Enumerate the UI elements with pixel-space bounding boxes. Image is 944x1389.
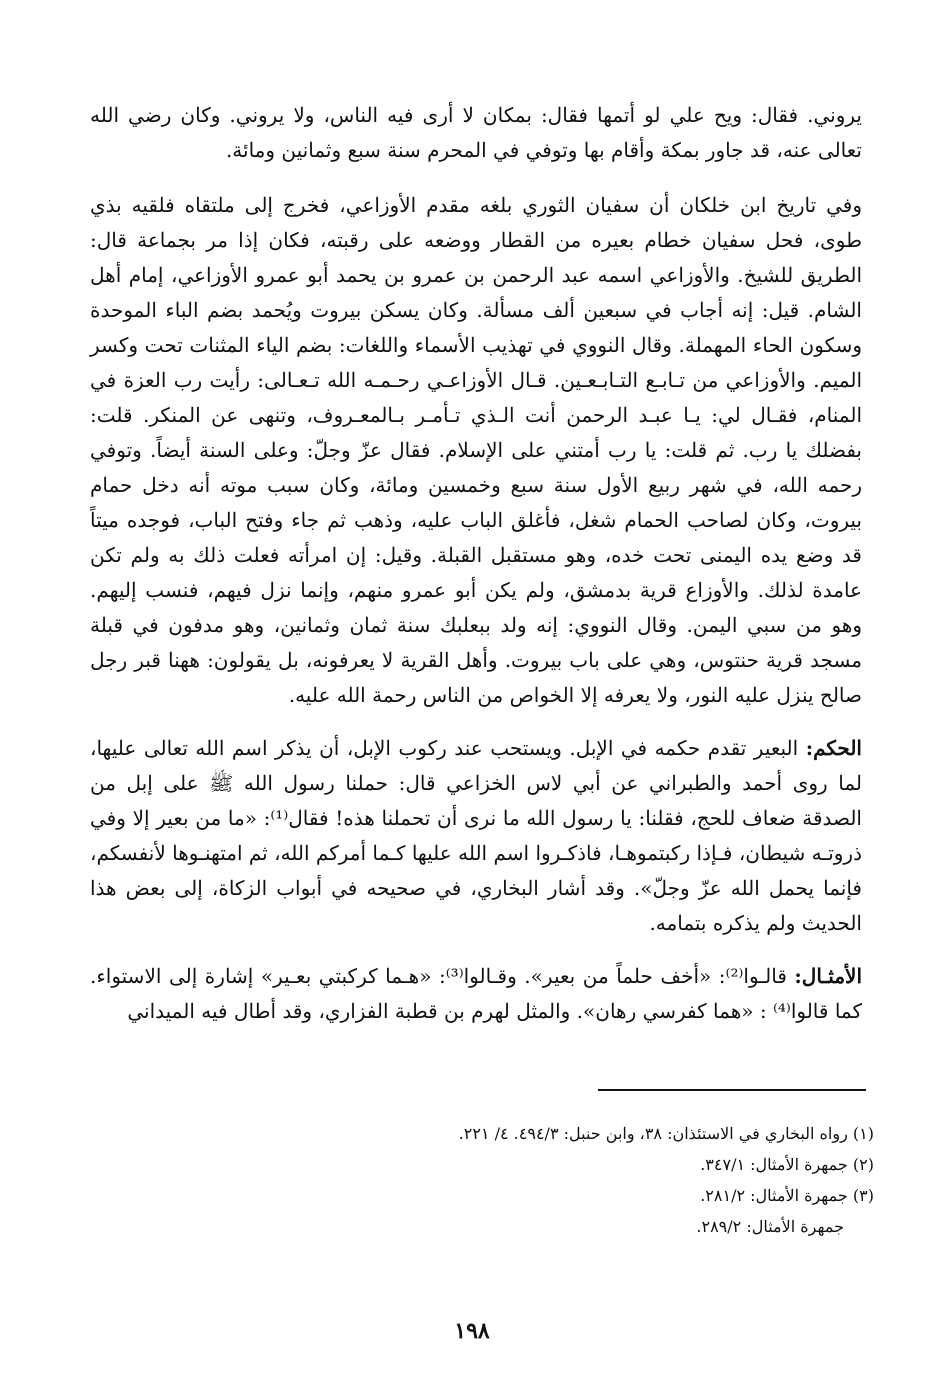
footnote-1: (١) رواه البخاري في الاستئذان: ٣٨، وابن حنبل: ٤٩٤/٣. ٤/ ٢٢١.	[458, 1124, 874, 1143]
paragraph-proverbs	[90, 959, 862, 1029]
footnote-3: (٣) جمهرة الأمثال: ٢٨١/٢.	[700, 1186, 874, 1205]
main-text	[90, 98, 862, 1047]
page-number: ١٩٨	[454, 1318, 490, 1344]
footnote-4: جمهرة الأمثال: ٢٨٩/٢.	[696, 1217, 844, 1236]
paragraph-2-text: وفي تاريخ ابن خلكان أن سفيان الثوري بلغه مقدم الأوزاعي، فخرج إلى ملتقاه فلقيه بذي طوى، فحل سفيان خطام بعيره من القطار ووضعه على رقبته، فكان إذا مر بجماعة قال: الطريق للشيخ. والأوزاعي اسمه عبد الرحمن بن عمرو بن يحمد أبو عمرو الأوزاعي، إمام أهل الشام. قيل: إنه أجاب في سبعين ألف مسألة. وكان يسكن بيروت ويُحمد بضم الباء الموحدة وسكون الحاء المهملة. وقال النووي في تهذيب الأسماء واللغات: بضم الياء المثنات تحت وكسر الميم. والأوزاعي من تـابـع التـابـعـين. قـال الأوزاعـي رحـمـه الله تـعـالى: رأيت رب العزة في المنام، فقـال لي: يـا عبـد الرحمن أنت الـذي تـأمـر بـالمعـروف، وتنهى عن المنكر. قلت: بفضلك يا رب. ثم قلت: يا رب أمتني على الإسلام. فقال عزّ وجلّ: وعلى السنة أيضاً. وتوفي رحمه الله، في شهر ربيع الأول سنة سبع وخمسين ومائة، وكان سبب موته أنه دخل حمام بيروت، وكان لصاحب الحمام شغل، فأغلق الباب عليه، وذهب ثم جاء وفتح الباب، فوجده ميتاً قد وضع يده اليمنى تحت خده، وهو مستقبل القبلة. وقيل: إن امرأته فعلت ذلك به ولم تكن عامدة لذلك. والأوزاع قرية بدمشق، ولم يكن أبو عمرو منهم، وإنما نزل فيهم، فنسب إليهم. وهو من سبي اليمن. وقال النووي: إنه ولد ببعلبك سنة ثمان وثمانين، وهو مدفون في قبلة مسجد قرية حنتوس، وهي على باب بيروت. وأهل القرية لا يعرفونه، بل يقولون: ههنا قبر رجل صالح ينزل عليه النور، ولا يعرفه إلا الخواص من الناس رحمة الله عليه.	[90, 193, 863, 707]
ruling-heading: الحكم:	[805, 736, 862, 760]
footnotes	[300, 1118, 874, 1242]
paragraph-1-text: يروني. فقال: ويح علي لو أتمها فقال: بمكان لا أرى فيه الناس، ولا يروني. وكان رضي الله تعالى عنه، قد جاور بمكة وأقام بها وتوفي في المحرم سنة سبع وثمانين ومائة.	[90, 103, 862, 162]
footnote-2: (٢) جمهرة الأمثال: ٣٤٧/١.	[700, 1155, 874, 1174]
paragraph-1	[90, 98, 862, 168]
paragraph-proverbs-text: قالـوا⁽²⁾: «أخف حلماً من بعير». وقـالوا⁽³⁾: «هـما كركبتي بعـير» إشارة إلى الاستواء. كما قالوا⁽⁴⁾ : «هما كفرسي رهان». والمثل لهرم بن قطبة الفزاري، وقد أطال فيه الميداني	[90, 964, 862, 1023]
paragraph-ruling	[90, 731, 862, 941]
proverbs-heading: الأمثـال:	[794, 964, 862, 988]
footnote-divider	[598, 1089, 866, 1091]
paragraph-ruling-text: البعير تقدم حكمه في الإبل. ويستحب عند ركوب الإبل، أن يذكر اسم الله تعالى عليها، لما روى أحمد والطبراني عن أبي لاس الخزاعي قال: حملنا رسول الله ﷺ على إبل من الصدقة ضعاف للحج، فقلنا: يا رسول الله ما نرى أن تحملنا هذه! فقال⁽¹⁾: «ما من بعير إلا وفي ذروتـه شيطان، فـإذا ركبتموهـا، فاذكـروا اسم الله عليها كـما أمركم الله، ثم امتهنـوها لأنفسكم، فإنما يحمل الله عزّ وجلّ». وقد أشار البخاري، في صحيحه في أبواب الزكاة، إلى بعض هذا الحديث ولم يذكره بتمامه.	[90, 736, 862, 935]
paragraph-2	[90, 188, 862, 713]
